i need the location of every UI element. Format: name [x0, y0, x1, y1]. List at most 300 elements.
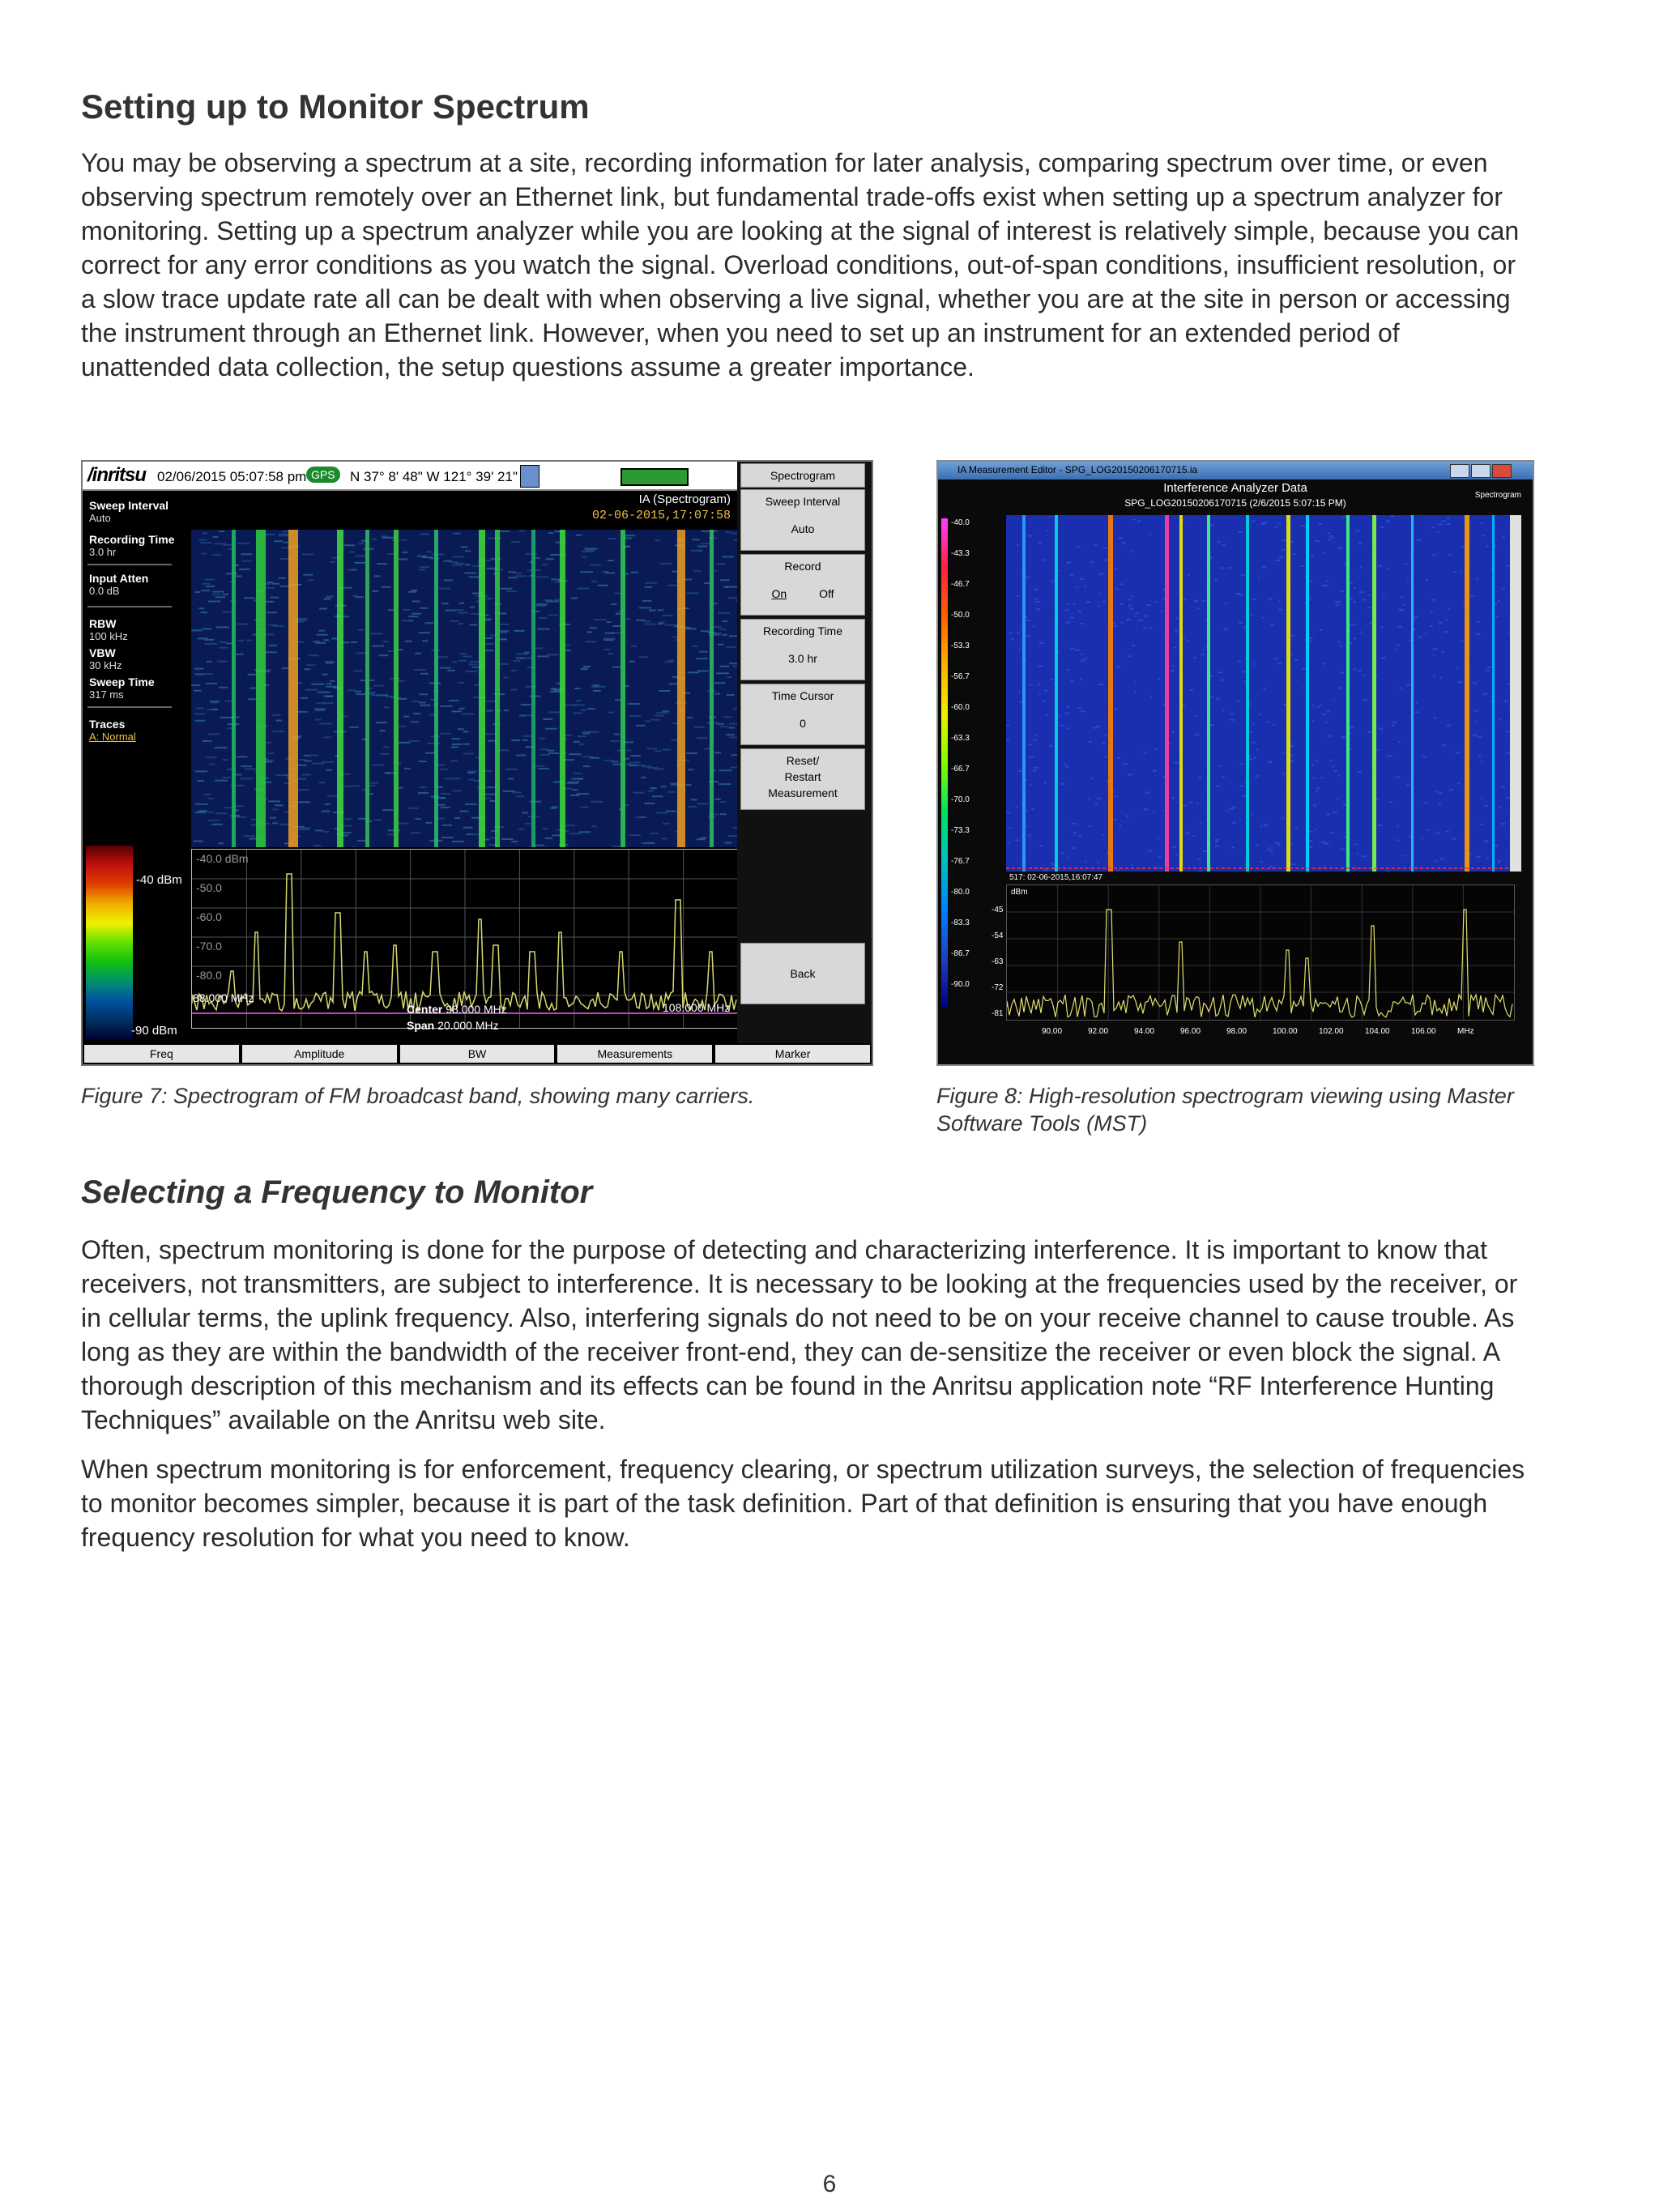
noise-speck: [412, 613, 421, 615]
noise-speck: [1473, 621, 1474, 623]
noise-speck: [1051, 714, 1055, 716]
noise-speck: [207, 661, 212, 663]
noise-speck: [1311, 765, 1314, 766]
noise-speck: [1303, 713, 1307, 714]
noise-speck: [1501, 786, 1505, 788]
color-tick: -60.0: [951, 703, 970, 712]
noise-speck: [516, 654, 528, 655]
noise-speck: [1397, 645, 1400, 646]
noise-speck: [1486, 788, 1490, 790]
noise-speck: [1387, 516, 1389, 518]
noise-speck: [1400, 597, 1403, 599]
noise-speck: [1084, 658, 1087, 659]
noise-speck: [1256, 605, 1260, 607]
noise-speck: [636, 620, 644, 621]
noise-speck: [1138, 620, 1143, 621]
carrier-band: [1286, 515, 1290, 872]
noise-speck: [1149, 577, 1152, 578]
noise-speck: [1317, 609, 1320, 611]
noise-speck: [1328, 539, 1331, 540]
window-title: IA Measurement Editor - SPG_LOG20150206170715.ia: [957, 464, 1198, 475]
noise-speck: [574, 741, 580, 743]
noise-speck: [714, 799, 720, 800]
noise-speck: [1442, 651, 1444, 653]
noise-speck: [1462, 640, 1464, 641]
softkey-label: Time Cursor: [771, 689, 834, 702]
noise-speck: [1435, 653, 1436, 654]
noise-speck: [1327, 829, 1330, 830]
noise-speck: [1257, 782, 1260, 783]
noise-speck: [191, 684, 200, 686]
noise-speck: [1150, 532, 1152, 534]
noise-speck: [1407, 784, 1410, 786]
noise-speck: [484, 637, 493, 639]
noise-speck: [1216, 698, 1219, 700]
noise-speck: [1312, 705, 1315, 706]
color-scale: [941, 518, 948, 1008]
noise-speck: [1066, 669, 1069, 671]
noise-speck: [1066, 621, 1071, 623]
noise-speck: [1033, 739, 1037, 741]
noise-speck: [222, 612, 231, 613]
noise-speck: [587, 631, 592, 633]
noise-speck: [1258, 577, 1260, 578]
noise-speck: [550, 808, 557, 809]
noise-speck: [267, 582, 273, 583]
noise-speck: [1124, 763, 1128, 765]
noise-speck: [506, 590, 517, 592]
noise-speck: [1149, 534, 1151, 535]
noise-speck: [1121, 622, 1124, 624]
noise-speck: [383, 746, 390, 748]
battery-icon: [621, 468, 689, 486]
noise-speck: [1364, 588, 1367, 590]
color-tick: -83.3: [951, 918, 970, 927]
noise-speck: [1183, 599, 1186, 600]
noise-speck: [1275, 578, 1278, 580]
noise-speck: [1183, 804, 1188, 806]
noise-speck: [1026, 825, 1027, 827]
noise-speck: [1330, 755, 1335, 757]
noise-speck: [1114, 795, 1118, 797]
noise-speck: [718, 644, 723, 646]
noise-speck: [1242, 598, 1245, 599]
noise-speck: [1144, 752, 1147, 753]
noise-speck: [1212, 563, 1215, 565]
noise-speck: [1034, 615, 1037, 616]
noise-speck: [195, 803, 207, 805]
noise-speck: [1422, 756, 1427, 757]
noise-speck: [1240, 574, 1244, 576]
noise-speck: [592, 825, 597, 827]
noise-speck: [1240, 785, 1243, 786]
noise-speck: [1478, 755, 1481, 757]
noise-speck: [1321, 665, 1324, 667]
noise-speck: [206, 683, 217, 684]
figure-7-caption: Figure 7: Spectrogram of FM broadcast band, showing many carriers.: [81, 1084, 755, 1108]
tab-marker[interactable]: Marker: [715, 1045, 870, 1063]
noise-speck: [1174, 762, 1178, 764]
noise-speck: [1015, 839, 1019, 841]
noise-speck: [1326, 580, 1328, 582]
noise-speck: [456, 609, 464, 611]
noise-speck: [484, 794, 496, 795]
noise-speck: [398, 787, 403, 789]
noise-speck: [236, 654, 244, 655]
noise-speck: [1330, 760, 1333, 761]
noise-speck: [305, 668, 311, 670]
noise-speck: [1016, 806, 1017, 808]
noise-speck: [1475, 721, 1478, 722]
noise-speck: [1488, 737, 1491, 739]
noise-speck: [594, 619, 607, 620]
noise-speck: [1297, 846, 1299, 848]
noise-speck: [1240, 595, 1243, 596]
noise-speck: [1503, 843, 1508, 845]
noise-speck: [719, 726, 728, 727]
noise-speck: [645, 582, 657, 584]
noise-speck: [1252, 742, 1256, 744]
noise-speck: [1238, 737, 1240, 739]
noise-speck: [1363, 675, 1365, 676]
noise-speck: [1079, 578, 1083, 580]
noise-speck: [196, 708, 204, 710]
softkey-recording-time[interactable]: [740, 619, 865, 680]
noise-speck: [1017, 595, 1019, 597]
noise-speck: [641, 777, 646, 778]
noise-speck: [419, 701, 425, 703]
tab-measurements[interactable]: Measurements: [557, 1045, 712, 1063]
noise-speck: [663, 749, 671, 751]
noise-speck: [237, 624, 248, 625]
noise-speck: [1442, 744, 1446, 746]
noise-speck: [729, 736, 737, 738]
noise-speck: [1014, 825, 1018, 827]
noise-speck: [1215, 846, 1219, 847]
noise-speck: [484, 618, 492, 620]
noise-speck: [354, 691, 361, 693]
noise-speck: [300, 801, 310, 803]
noise-speck: [1495, 616, 1499, 617]
noise-speck: [206, 586, 215, 587]
noise-speck: [470, 624, 478, 625]
noise-speck: [1495, 584, 1499, 586]
noise-speck: [1026, 620, 1030, 621]
noise-speck: [548, 711, 561, 713]
noise-speck: [1038, 665, 1043, 667]
noise-speck: [1049, 745, 1052, 747]
softkey-sweep-interval[interactable]: [740, 489, 865, 551]
noise-speck: [1332, 537, 1333, 539]
noise-speck: [1366, 747, 1368, 748]
span-value: 20.000 MHz: [437, 1019, 499, 1032]
noise-speck: [1093, 727, 1098, 729]
noise-speck: [302, 774, 311, 775]
noise-speck: [1233, 612, 1238, 613]
noise-speck: [1358, 670, 1361, 671]
noise-speck: [729, 722, 737, 724]
noise-speck: [323, 639, 329, 641]
noise-speck: [1090, 611, 1091, 612]
status-bar: [83, 462, 737, 491]
noise-speck: [1051, 863, 1054, 865]
noise-speck: [1255, 775, 1259, 777]
noise-speck: [1086, 601, 1090, 603]
softkey-time-cursor[interactable]: [740, 684, 865, 745]
noise-speck: [1224, 615, 1228, 616]
noise-speck: [400, 539, 407, 541]
noise-speck: [1239, 819, 1241, 820]
noise-speck: [1094, 690, 1098, 692]
noise-speck: [1144, 808, 1148, 810]
noise-speck: [1103, 851, 1107, 853]
noise-speck: [399, 558, 407, 560]
noise-speck: [1407, 578, 1409, 580]
noise-speck: [266, 651, 277, 653]
noise-speck: [1218, 541, 1221, 543]
noise-speck: [1394, 763, 1399, 765]
noise-speck: [266, 601, 275, 603]
noise-speck: [1078, 700, 1082, 701]
noise-speck: [468, 833, 480, 835]
noise-speck: [1033, 770, 1036, 772]
noise-speck: [625, 546, 630, 548]
noise-speck: [1295, 826, 1298, 828]
noise-speck: [239, 569, 250, 570]
noise-speck: [194, 690, 201, 692]
frequency-tick: 104.00: [1365, 1027, 1390, 1036]
noise-speck: [1423, 754, 1428, 756]
noise-speck: [1222, 781, 1226, 782]
frequency-tick: 90.00: [1042, 1027, 1063, 1036]
softkey-record[interactable]: [740, 554, 865, 616]
noise-speck: [1269, 847, 1270, 849]
noise-speck: [1263, 522, 1267, 523]
noise-speck: [211, 709, 218, 710]
noise-speck: [1461, 572, 1464, 573]
carrier-band: [479, 530, 485, 847]
maximize-icon[interactable]: [1471, 464, 1491, 478]
noise-speck: [1478, 736, 1482, 738]
bottom-tab-bar: [83, 1043, 872, 1064]
noise-speck: [543, 718, 552, 720]
softkey-label: Record: [784, 560, 821, 573]
noise-speck: [1194, 657, 1196, 658]
noise-speck: [1392, 724, 1395, 726]
noise-speck: [244, 597, 255, 599]
noise-speck: [1283, 704, 1286, 705]
noise-speck: [1071, 765, 1076, 766]
noise-speck: [629, 834, 641, 836]
noise-speck: [1354, 785, 1358, 786]
noise-speck: [1425, 633, 1427, 634]
noise-speck: [1188, 576, 1193, 578]
noise-speck: [1194, 600, 1199, 602]
noise-speck: [1128, 795, 1132, 797]
noise-speck: [1486, 545, 1488, 547]
noise-speck: [297, 778, 306, 780]
noise-speck: [1302, 627, 1304, 629]
noise-speck: [298, 789, 309, 791]
noise-speck: [1456, 825, 1460, 827]
noise-speck: [1094, 544, 1097, 546]
noise-speck: [325, 597, 332, 599]
softkey-value: 0: [800, 717, 806, 730]
noise-speck: [518, 829, 524, 830]
noise-speck: [1250, 866, 1252, 867]
noise-speck: [1333, 765, 1335, 767]
noise-speck: [272, 808, 278, 810]
noise-speck: [1260, 588, 1263, 590]
noise-speck: [1294, 795, 1298, 796]
noise-speck: [1070, 680, 1073, 681]
noise-speck: [612, 667, 621, 668]
tab-freq[interactable]: Freq: [84, 1045, 239, 1063]
noise-speck: [1380, 751, 1383, 752]
noise-speck: [452, 556, 464, 557]
noise-speck: [236, 575, 241, 577]
noise-speck: [540, 754, 550, 756]
noise-speck: [1441, 525, 1444, 526]
noise-speck: [1455, 752, 1459, 753]
noise-speck: [1229, 747, 1231, 748]
noise-speck: [1149, 627, 1153, 629]
noise-speck: [1328, 735, 1333, 737]
noise-speck: [658, 623, 663, 624]
noise-speck: [1357, 863, 1360, 865]
noise-speck: [1265, 760, 1268, 761]
noise-speck: [194, 668, 203, 670]
noise-speck: [1223, 629, 1228, 630]
noise-speck: [1381, 626, 1383, 628]
noise-speck: [466, 671, 478, 672]
noise-speck: [658, 609, 664, 611]
noise-speck: [1325, 542, 1328, 543]
page-number: 6: [822, 2171, 837, 2197]
noise-speck: [1327, 710, 1329, 712]
noise-speck: [1045, 714, 1047, 716]
frequency-tick: 100.00: [1273, 1027, 1298, 1036]
noise-speck: [645, 721, 650, 722]
noise-speck: [1394, 741, 1398, 743]
noise-speck: [1389, 652, 1392, 654]
noise-speck: [451, 746, 458, 748]
noise-speck: [659, 563, 672, 565]
noise-speck: [1103, 856, 1106, 858]
noise-speck: [326, 696, 333, 697]
noise-speck: [1238, 805, 1240, 807]
noise-speck: [1210, 724, 1215, 726]
noise-speck: [1457, 782, 1461, 784]
noise-speck: [1089, 798, 1090, 799]
noise-speck: [1441, 520, 1446, 522]
noise-speck: [380, 730, 386, 731]
noise-speck: [1196, 648, 1199, 650]
noise-speck: [1444, 526, 1448, 528]
color-tick: -76.7: [951, 857, 970, 866]
noise-speck: [1476, 633, 1481, 635]
noise-speck: [1203, 551, 1205, 552]
noise-speck: [1392, 721, 1397, 722]
tab-amplitude[interactable]: Amplitude: [242, 1045, 397, 1063]
noise-speck: [719, 666, 729, 667]
noise-speck: [1399, 688, 1402, 689]
noise-speck: [1350, 690, 1354, 692]
color-tick: -70.0: [951, 795, 970, 804]
softkey-reset[interactable]: [740, 748, 865, 810]
noise-speck: [1086, 524, 1088, 526]
noise-speck: [1017, 618, 1019, 620]
noise-speck: [1329, 535, 1333, 537]
noise-speck: [1381, 657, 1386, 658]
noise-speck: [504, 710, 509, 711]
noise-speck: [1499, 718, 1502, 720]
softkey-back[interactable]: Back: [740, 943, 865, 1004]
vertical-scrollbar[interactable]: [1510, 515, 1521, 872]
noise-speck: [548, 532, 553, 534]
noise-speck: [1009, 844, 1013, 846]
noise-speck: [1294, 659, 1299, 661]
noise-speck: [1048, 516, 1051, 518]
noise-speck: [1218, 842, 1222, 844]
noise-speck: [1098, 862, 1099, 863]
noise-speck: [583, 765, 591, 767]
noise-speck: [1434, 703, 1436, 705]
noise-speck: [1320, 705, 1322, 706]
noise-speck: [1214, 590, 1217, 592]
noise-speck: [1377, 565, 1382, 566]
noise-speck: [349, 552, 354, 553]
noise-speck: [1350, 624, 1354, 625]
noise-speck: [316, 702, 325, 704]
noise-speck: [687, 717, 693, 718]
noise-speck: [452, 790, 462, 791]
noise-speck: [1200, 823, 1201, 825]
noise-speck: [1404, 642, 1408, 644]
noise-speck: [1291, 863, 1295, 865]
noise-speck: [1113, 819, 1117, 820]
noise-speck: [714, 682, 726, 684]
noise-speck: [1269, 667, 1272, 669]
minimize-icon[interactable]: [1450, 464, 1469, 478]
noise-speck: [1252, 520, 1255, 522]
noise-speck: [625, 749, 631, 751]
noise-speck: [512, 791, 521, 793]
noise-speck: [503, 677, 508, 679]
noise-speck: [1274, 587, 1277, 589]
tab-bw[interactable]: BW: [400, 1045, 555, 1063]
noise-speck: [1084, 744, 1089, 746]
noise-speck: [1367, 607, 1371, 608]
noise-speck: [319, 722, 332, 724]
noise-speck: [543, 828, 548, 829]
noise-speck: [1116, 667, 1120, 668]
noise-speck: [1192, 700, 1196, 701]
close-icon[interactable]: [1492, 464, 1512, 478]
noise-speck: [1430, 625, 1433, 627]
noise-speck: [693, 727, 705, 728]
noise-speck: [1147, 590, 1151, 592]
noise-speck: [650, 833, 658, 834]
noise-speck: [1080, 678, 1082, 680]
noise-speck: [373, 685, 384, 687]
noise-speck: [1225, 808, 1228, 810]
noise-speck: [1070, 715, 1074, 717]
noise-speck: [275, 774, 288, 776]
noise-speck: [1237, 653, 1241, 654]
noise-speck: [642, 600, 652, 602]
noise-speck: [1011, 638, 1013, 640]
